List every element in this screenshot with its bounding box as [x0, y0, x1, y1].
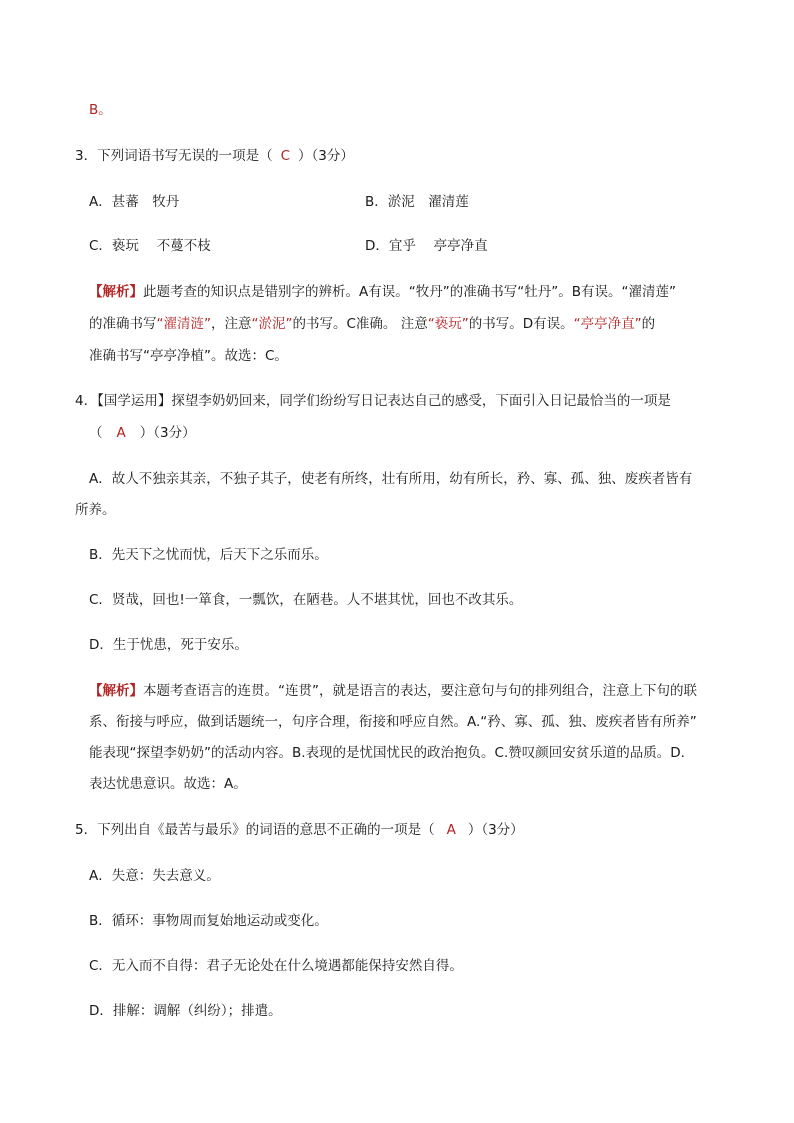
question-5-stem	[75, 820, 524, 840]
question-4-stem-line-2	[89, 423, 196, 443]
q4-analysis-tag: 【解析】	[89, 683, 143, 699]
q4-option-d: D．生于忧患，死于安乐。	[89, 637, 248, 653]
question-3-stem	[75, 146, 354, 166]
q3-answer: C	[280, 148, 291, 164]
question-4-stem-line-1: 4．【国学运用】探望李奶奶回来，同学们纷纷写日记表达自己的感受，下面引入日记最恰当的一项是	[75, 393, 671, 409]
q3-analysis-highlight-1: “濯清涟”	[156, 316, 211, 332]
q3-analysis-tag: 【解析】	[89, 284, 143, 300]
q3-option-b: B．淤泥 濯清莲	[365, 194, 469, 210]
q5-option-a: A．失意：失去意义。	[89, 868, 220, 884]
q3-analysis-text-2e: 的书写。C准确。 注意	[292, 316, 428, 332]
q3-analysis-line-3: 准确书写“亭亭净植”。故选：C。	[89, 348, 288, 364]
q3-analysis-text-2g: 的书写。D有误。	[468, 316, 574, 332]
q5-stem-a: 5．下列出自《最苦与最乐》的词语的意思不正确的一项是（	[75, 822, 435, 838]
q5-option-d: D．排解：调解（纠纷）；排遣。	[89, 1003, 282, 1019]
q3-option-a: A．甚蕃 牧丹	[89, 194, 180, 210]
q4-analysis-text-1: 本题考查语言的连贯。“连贯”，就是语言的表达，要注意句与句的排列组合，注意上下句的联	[143, 683, 697, 699]
q4-analysis-line-1	[89, 681, 697, 701]
q3-stem-a: 3．下列词语书写无误的一项是（	[75, 148, 273, 164]
q3-analysis-text-1: 此题考查的知识点是错别字的辨析。A有误。“牧丹”的准确书写“牡丹”。B有误。“濯清莲”	[143, 284, 676, 300]
q4-option-a-line-2: 所养。	[75, 502, 116, 518]
q4-analysis-line-2: 系、衔接与呼应，做到话题统一，句序合理，衔接和呼应自然。A.“矜、寡、孤、独、废疾者皆有所养”	[89, 714, 697, 730]
q5-stem-b: ）（3分）	[467, 822, 524, 838]
q3-analysis-line-2	[89, 314, 655, 334]
q3-analysis-text-2a: 的准确书写	[89, 316, 157, 332]
q4-answer: A	[116, 425, 126, 441]
q3-analysis-highlight-2: “淤泥”	[251, 316, 293, 332]
q4-option-b: B．先天下之忧而忧，后天下之乐而乐。	[89, 547, 328, 563]
q3-analysis-highlight-4: “亭亭净直”	[573, 316, 642, 332]
q3-stem-b: ）（3分）	[298, 148, 354, 164]
q5-answer: A	[446, 822, 456, 838]
q5-option-c: C．无入而不自得：君子无论处在什么境遇都能保持安然自得。	[89, 958, 463, 974]
q4-option-a-line-1: A．故人不独亲其亲，不独子其子，使老有所终，壮有所用，幼有所长，矜、寡、孤、独、废疾者皆有	[89, 471, 693, 487]
q3-analysis-line-1	[89, 282, 676, 302]
q4-stem-open: （	[89, 425, 103, 441]
q4-analysis-line-4: 表达忧患意识。故选：A。	[89, 776, 247, 792]
q3-analysis-text-2i: 的	[641, 316, 656, 332]
q4-analysis-line-3: 能表现“探望李奶奶”的活动内容。B.表现的是忧国忧民的政治抱负。C.赞叹颜回安贫乐道的品质。D.	[89, 745, 685, 761]
q4-option-c: C．贤哉，回也!一箪食，一瓢饮，在陋巷。人不堪其忧，回也不改其乐。	[89, 592, 523, 608]
q5-option-b: B．循环：事物周而复始地运动或变化。	[89, 913, 328, 929]
q4-stem-close: ）（3分）	[139, 425, 196, 441]
q3-analysis-highlight-3: “亵玩”	[427, 316, 469, 332]
prev-answer: B。	[89, 102, 112, 118]
q3-analysis-text-2c: ，注意	[211, 316, 252, 332]
q3-option-c: C．亵玩 不蔓不枝	[89, 238, 211, 254]
q3-option-d: D．宜乎 亭亭净直	[365, 238, 488, 254]
